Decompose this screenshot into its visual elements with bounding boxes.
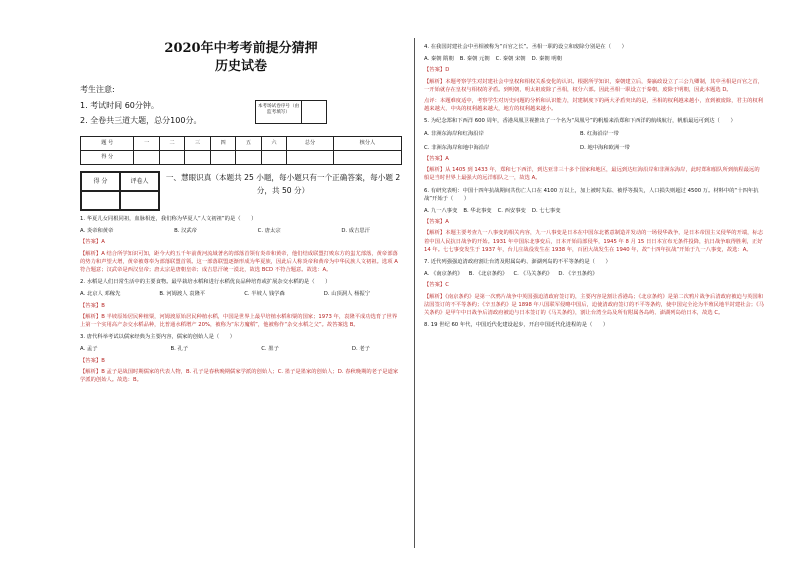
right-column xyxy=(424,40,764,329)
score-cell[interactable] xyxy=(159,150,184,164)
grader-score-cell[interactable] xyxy=(81,191,120,210)
seal-box-label: 本考场试卷序号（由监考填写） xyxy=(256,101,302,123)
exam-title: 2020年中考考前提分猜押 xyxy=(164,41,318,56)
option[interactable]: C. 秦朝 宋朝 xyxy=(495,56,526,63)
notes-item-2: 2. 全卷共三道大题，总分100分。 xyxy=(80,115,202,125)
option[interactable]: C. 非洲东海岸和地中海沿岸 xyxy=(424,144,490,151)
option[interactable]: B. 华北事变 xyxy=(463,208,492,215)
score-cell[interactable] xyxy=(261,150,286,164)
question-stem: 3. 唐代科举考试以儒家经典为主要内容，儒家的创始人是（ ） xyxy=(80,334,236,341)
answer: 【答案】A xyxy=(424,219,449,226)
question-options xyxy=(424,55,764,63)
score-row-label: 得 分 xyxy=(81,150,134,164)
answer: 【答案】D xyxy=(424,67,450,74)
question-options xyxy=(80,345,370,353)
question-stem: 8. 19 世纪 60 年代，中国近代化建设起步，开启中国近代化进程的是（ ） xyxy=(424,322,609,329)
option[interactable]: C. 《马关条约》 xyxy=(513,271,553,278)
exam-notes xyxy=(80,82,402,128)
score-table-header-row xyxy=(81,136,402,150)
option[interactable]: B. 《北京条约》 xyxy=(468,271,508,278)
option[interactable]: A. 孟子 xyxy=(80,346,98,353)
score-header-cell: 五 xyxy=(236,136,261,150)
score-cell[interactable] xyxy=(333,150,401,164)
explanation: 【解析】B 半坡原始居民种植粟，河姆渡原始居民种植水稻，中国是世界上最早培植水稻和粟的国家；1973 年，袁隆平成功选育了世界上第一个实用高产杂交水稻品种，比普通水稻增产 20%，被称为“东方魔稻”，他被称作“杂交水稻之父”。故答案选 B。 xyxy=(80,313,398,328)
notes-item-1: 1. 考试时间 60分钟。 xyxy=(80,100,159,110)
option[interactable]: C. 半坡人 钱学森 xyxy=(244,291,285,298)
grader-score-label: 得 分 xyxy=(81,172,120,191)
score-table-score-row xyxy=(81,150,402,164)
question-stem: 6. 有研究表明：中国十四年抗战期间共伤亡人口在 4100 万以上，加上被时失踪、被俘等损失，人口损失则超过 4500 万。材料中的“十四年抗战”开始于（ ） xyxy=(424,187,759,202)
score-cell[interactable] xyxy=(236,150,261,164)
explanation: 【解析】A 结合所学知识可知，距今大约五千年前黄河流域著名的部落首领有炎帝和黄帝，他们结成联盟打败东方的蚩尤部落，黄帝部落的势力和声望大增，黄帝被尊奉为部落联盟首领。这一部落联盟逐渐形成为华夏族，因此后人称炎帝和黄帝为中华民族人文初祖。选项 A 符合题意；汉武帝是西汉皇帝；唐太宗是唐朝皇帝；成吉思汗统一漠北，故选 BCD 不符合题意。故选：A。 xyxy=(80,250,398,273)
score-cell[interactable] xyxy=(287,150,334,164)
left-column xyxy=(80,40,402,384)
score-header-cell: 四 xyxy=(210,136,235,150)
score-header-cell: 三 xyxy=(185,136,210,150)
option[interactable]: D. 秦朝 明朝 xyxy=(531,56,562,63)
score-header-cell: 总分 xyxy=(287,136,334,150)
option[interactable]: D. 《辛丑条约》 xyxy=(558,271,598,278)
explanation: 【解析】B 孟子是战国时期儒家的代表人物，B. 孔子是春秋晚期儒家学派的创始人；C. 墨子是墨家的创始人；D. 春秋晚期的老子是道家学派的创始人。故选：B。 xyxy=(80,368,399,383)
option[interactable]: B. 秦朝 元朝 xyxy=(459,56,490,63)
score-cell[interactable] xyxy=(134,150,159,164)
score-table xyxy=(80,136,402,165)
grader-reviewer-label: 评卷人 xyxy=(120,172,159,191)
score-header-cell: 核分人 xyxy=(333,136,401,150)
score-header-cell: 一 xyxy=(134,136,159,150)
score-header-cell: 二 xyxy=(159,136,184,150)
option[interactable]: B. 红海沿岸一带 xyxy=(580,130,619,137)
seal-box xyxy=(255,100,327,124)
explanation: 【解析】从 1405 到 1433 年，郑和七下西洋，到达亚非三十多个国家和地区，最远到达红海沿岸和非洲东海岸，此时郑和船队所到航程最远的船是当时世界上最强大的远洋船队之一，故选 A。 xyxy=(424,167,760,182)
option[interactable]: B. 孔子 xyxy=(170,346,189,353)
seal-box-field[interactable] xyxy=(302,101,326,123)
option[interactable]: A. 《南京条约》 xyxy=(424,271,463,278)
answer: 【答案】C xyxy=(424,282,449,289)
option[interactable]: B. 汉武帝 xyxy=(174,228,197,235)
score-cell[interactable] xyxy=(210,150,235,164)
option[interactable]: D. 成吉思汗 xyxy=(341,228,370,235)
question-options xyxy=(424,130,764,152)
score-cell[interactable] xyxy=(185,150,210,164)
option[interactable]: A. 非洲东海岸和红海沿岸 xyxy=(424,130,484,137)
option[interactable]: D. 地中海和欧洲一带 xyxy=(580,144,630,151)
answer: 【答案】A xyxy=(80,239,105,246)
option[interactable]: C. 墨子 xyxy=(261,346,279,353)
explanation: 【解析】本题考察学生对封建社会中皇权和相权关系变化的认识。根据所学知识，秦朝建立后，秦嬴政设立了三公九卿制，其中丞相是百官之首，一开始就存在皇权与相权的矛盾。到明朝，明太祖废除了丞相，权分六部。因此丞相一职设立于秦朝，废除于明朝，因此本题选 D。 xyxy=(424,78,764,93)
question-stem: 4. 在我国封建社会中丞相被称为“百官之长”。丞相一职的设立和废除分别是在（ ） xyxy=(424,44,627,50)
column-divider xyxy=(414,38,415,548)
option[interactable]: B. 河姆渡人 袁隆平 xyxy=(159,291,206,298)
option[interactable]: A. 北京人 邓稼先 xyxy=(80,291,121,298)
score-header-cell: 六 xyxy=(261,136,286,150)
section-header xyxy=(80,171,402,211)
explanation: 【解析】《南京条约》是第一次鸦片战争中英国强迫清政府签订的，主要内容是割让香港岛；《北京条约》是第二次鸦片战争后清政府被迫与英国和法国签订的不平等条约；《辛丑条约》是 1898 年八国联军侵略中国后，迫使清政府签订的不平等条约，使中国完全沦为半殖民地半封建社会；《马关条约》是甲午中日战争后清政府被迫与日本签订的《马关条约》，割让台湾全岛及所有附属各岛屿、澎湖列岛给日本，故选 C。 xyxy=(424,293,764,317)
question-stem: 7. 近代列强强迫清政府割让台湾及附属岛屿、澎湖列岛的不平等条约是（ ） xyxy=(424,259,611,266)
grader-box xyxy=(80,171,160,211)
option[interactable]: A. 炎帝和黄帝 xyxy=(80,228,114,235)
exam-subtitle: 历史试卷 xyxy=(214,59,267,75)
option[interactable]: D. 老子 xyxy=(351,346,370,353)
notes-heading: 考生注意: xyxy=(80,85,115,95)
question-stem: 5. 为纪念郑和下西洋 600 周年，香港凤凰卫视推出了一个名为“凤凰号”的帆船来沿郑和下西洋的航线航行，帆船最远可到达（ ） xyxy=(424,118,736,125)
score-header-cell: 题 号 xyxy=(81,136,134,150)
question-options xyxy=(80,227,370,235)
option[interactable]: A. 九一八事变 xyxy=(424,208,458,215)
question-options xyxy=(80,290,370,298)
grader-reviewer-cell[interactable] xyxy=(120,191,159,210)
question-options xyxy=(424,270,764,278)
answer: 【答案】A xyxy=(424,156,449,163)
option[interactable]: C. 西安事变 xyxy=(497,208,526,215)
question-stem: 1. 华夏儿女同根同祖，血脉相连，我们称为华夏人“人文初祖”的是（ ） xyxy=(80,215,257,222)
answer: 【答案】B xyxy=(80,302,105,309)
explanation: 【解析】本题主要考查九一八事变的相关内容，九一八事变是日本在中国东北蓄意制造并发动的一场侵华战争，是日本帝国主义侵华的开端，标志着中国人民抗日战争的开始。1931 年中国东北事变后，日本开始局部侵华，1945 年 8 月 15 日日本宣布无条件投降，抗日战争取得胜利，正好 14 年。七七事变发生于 1937 年，台儿庄战役发生在 1938 年，百团大战发生在 1940 年，故“十四年抗战”开始于九一八事变，故选：A。 xyxy=(424,230,764,253)
option[interactable]: D. 七七事变 xyxy=(531,208,561,215)
question-options xyxy=(424,207,764,215)
section-title: 一、慧眼识真（本题共 25 小题，每小题只有一个正确答案，每小题 2 分，共 50 分） xyxy=(165,172,401,196)
question-stem: 2. 水稻是人们日常生活中的主要食物。最早栽培水稻和进行水稻优良品种培育或扩展杂交水稻的是（ ） xyxy=(80,279,331,286)
option[interactable]: C. 唐太宗 xyxy=(257,228,281,235)
option[interactable]: A. 秦朝 隋朝 xyxy=(424,56,454,63)
option[interactable]: D. 山顶洞人 杨振宁 xyxy=(323,291,370,298)
answer: 【答案】B xyxy=(80,357,105,364)
comment: 点评：本题难度适中，考察学生对历史问题的分析和认识能力，封建制度下的两大矛盾突出的是，丞相的权利越来越小，直到被废除，君主的权利越来越大，中央的权利越来越大，地方的权利越来越小。 xyxy=(424,98,764,113)
